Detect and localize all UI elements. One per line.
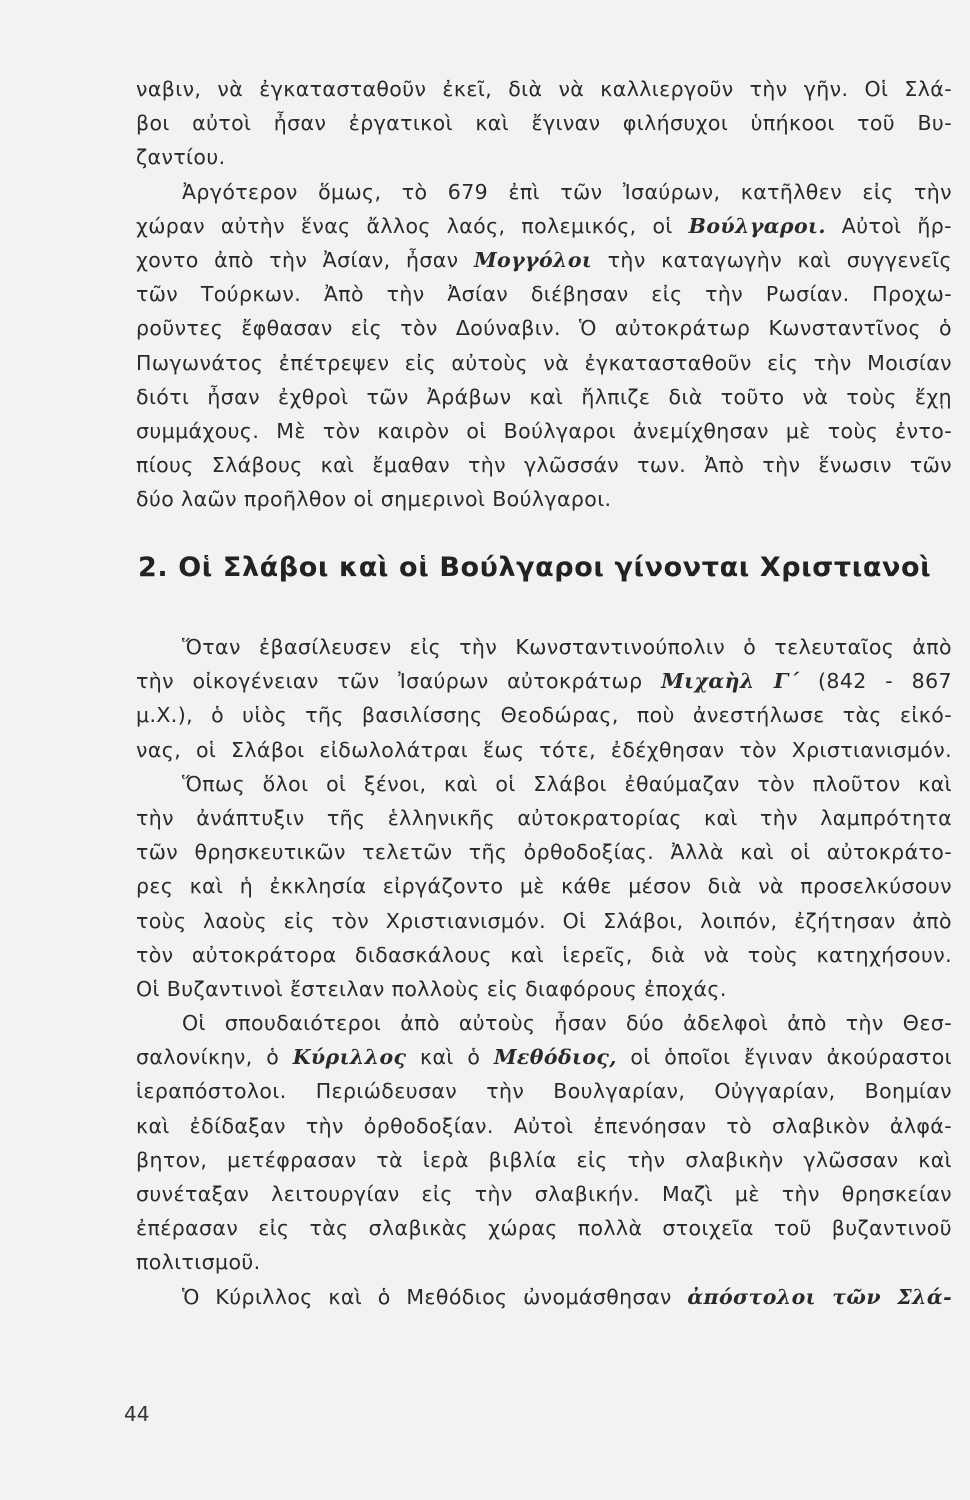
text-line: ρες καὶ ἡ ἐκκλησία εἰργάζοντο μὲ κάθε μέσον διὰ νὰ προσελκύσουν [136, 874, 952, 899]
text-line: διότι ἦσαν ἐχθροὶ τῶν Ἀράβων καὶ ἤλπιζε διὰ τοῦτο νὰ τοὺς ἔχῃ [136, 384, 952, 409]
text-span: οἱ ὁποῖοι ἔγιναν ἀκούραστοι [616, 1045, 952, 1070]
text-line [136, 664, 952, 698]
text-line: τοὺς λαοὺς εἰς τὸν Χριστιανισμόν. Οἱ Σλάβοι, λοιπόν, ἐζήτησαν ἀπὸ [136, 908, 952, 933]
text-span: σαλονίκην, ὁ [136, 1045, 293, 1070]
text-span: Ὁ Κύριλλος καὶ ὁ Μεθόδιος ὠνομάσθησαν [182, 1284, 688, 1309]
text-line: τὸν αὐτοκράτορα διδασκάλους καὶ ἱερεῖς, διὰ νὰ τοὺς κατηχήσουν. [136, 942, 952, 967]
text-span: χώραν αὐτὴν ἕνας ἄλλος λαός, πολεμικός, οἱ [136, 213, 689, 238]
text-span: τὴν καταγωγὴν καὶ συγγενεῖς [592, 247, 952, 272]
text-line [136, 1280, 952, 1314]
text-span: τὴν οἰκογένειαν τῶν Ἰσαύρων αὐτοκράτωρ [136, 669, 662, 694]
text-line: ναβιν, νὰ ἐγκατασταθοῦν ἐκεῖ, διὰ νὰ καλλιεργοῦν τὴν γῆν. Οἱ Σλά- [136, 77, 952, 101]
emphasis-mongols: Μογγόλοι [473, 247, 593, 272]
text-span: Αὐτοὶ ἤρ- [825, 213, 952, 238]
text-line: συνέταξαν λειτουργίαν εἰς τὴν σλαβικήν. Μαζὶ μὲ τὴν θρησκείαν [136, 1182, 952, 1206]
text-line: ἱεραπόστολοι. Περιώδευσαν τὴν Βουλγαρίαν, Οὐγγαρίαν, Βοημίαν [136, 1079, 952, 1104]
emphasis-michael: Μιχαὴλ Γ΄ [661, 669, 800, 694]
text-line: τῶν θρησκευτικῶν τελετῶν τῆς ὀρθοδοξίας. Ἀλλὰ καὶ οἱ αὐτοκράτο- [136, 840, 952, 865]
text-line: πίους Σλάβους καὶ ἔμαθαν τὴν γλῶσσάν των. Ἀπὸ τὴν ἕνωσιν τῶν [136, 453, 952, 478]
text-line: Ὅπως ὅλοι οἱ ξένοι, καὶ οἱ Σλάβοι ἐθαύμαζαν τὸν πλοῦτον καὶ [182, 771, 952, 796]
text-line: βοι αὐτοὶ ἦσαν ἐργατικοὶ καὶ ἔγιναν φιλήσυχοι ὑπήκοοι τοῦ Βυ- [136, 111, 952, 136]
text-span: καὶ ὁ [406, 1045, 494, 1070]
text-line [136, 1040, 952, 1074]
text-block-upper [136, 72, 952, 516]
text-line: Ἀργότερον ὅμως, τὸ 679 ἐπὶ τῶν Ἰσαύρων, κατῆλθεν εἰς τὴν [182, 179, 952, 204]
emphasis-bulgarians: Βούλγαροι. [688, 213, 826, 238]
section-heading: 2. Οἱ Σλάβοι καὶ οἱ Βούλγαροι γίνονται Χριστιανοὶ [138, 552, 932, 583]
text-line: ζαντίου. [136, 145, 226, 170]
text-span: χοντο ἀπὸ τὴν Ἀσίαν, ἦσαν [136, 247, 474, 272]
text-line: Ὅταν ἐβασίλευσεν εἰς τὴν Κωνσταντινούπολιν ὁ τελευταῖος ἀπὸ [182, 635, 952, 659]
text-line: δύο λαῶν προῆλθον οἱ σημερινοὶ Βούλγαροι. [136, 487, 612, 512]
text-line [136, 243, 952, 277]
text-line: καὶ ἐδίδαξαν τὴν ὀρθοδοξίαν. Αὐτοὶ ἐπενόησαν τὸ σλαβικὸν ἀλφά- [136, 1113, 952, 1138]
text-line [136, 209, 952, 243]
text-line: συμμάχους. Μὲ τὸν καιρὸν οἱ Βούλγαροι ἀνεμίχθησαν μὲ τοὺς ἐντο- [136, 418, 952, 443]
text-line: μ.Χ.), ὁ υἱὸς τῆς βασιλίσσης Θεοδώρας, ποὺ ἀνεστήλωσε τὰς εἰκό- [136, 703, 952, 728]
page-number: 44 [124, 1402, 150, 1426]
text-line: νας, οἱ Σλάβοι εἰδωλολάτραι ἕως τότε, ἐδέχθησαν τὸν Χριστιανισμόν. [136, 737, 952, 762]
text-line: τῶν Τούρκων. Ἀπὸ τὴν Ἀσίαν διέβησαν εἰς τὴν Ρωσίαν. Προχω- [136, 282, 952, 307]
emphasis-apostles: ἀπόστολοι τῶν Σλά- [687, 1284, 952, 1309]
text-line: ροῦντες ἔφθασαν εἰς τὸν Δούναβιν. Ὁ αὐτοκράτωρ Κωνσταντῖνος ὁ [136, 316, 952, 341]
emphasis-cyril: Κύριλλος [292, 1045, 407, 1070]
text-line: βητον, μετέφρασαν τὰ ἱερὰ βιβλία εἰς τὴν σλαβικὴν γλῶσσαν καὶ [136, 1147, 952, 1172]
text-line: πολιτισμοῦ. [136, 1250, 261, 1275]
emphasis-methodius: Μεθόδιος, [493, 1045, 617, 1070]
text-span: (842 - 867 [799, 669, 952, 694]
text-line: τὴν ἀνάπτυξιν τῆς ἑλληνικῆς αὐτοκρατορίας καὶ τὴν λαμπρότητα [136, 805, 952, 830]
text-line: Οἱ σπουδαιότεροι ἀπὸ αὐτοὺς ἦσαν δύο ἀδελφοὶ ἀπὸ τὴν Θεσ- [182, 1011, 952, 1036]
text-block-lower [136, 630, 952, 1314]
text-line: Πωγωνάτος ἐπέτρεψεν εἰς αὐτοὺς νὰ ἐγκατασταθοῦν εἰς τὴν Μοισίαν [136, 350, 952, 375]
text-line: Οἱ Βυζαντινοὶ ἔστειλαν πολλοὺς εἰς διαφόρους ἐποχάς. [136, 976, 727, 1001]
text-line: ἐπέρασαν εἰς τὰς σλαβικὰς χώρας πολλὰ στοιχεῖα τοῦ βυζαντινοῦ [136, 1216, 952, 1241]
